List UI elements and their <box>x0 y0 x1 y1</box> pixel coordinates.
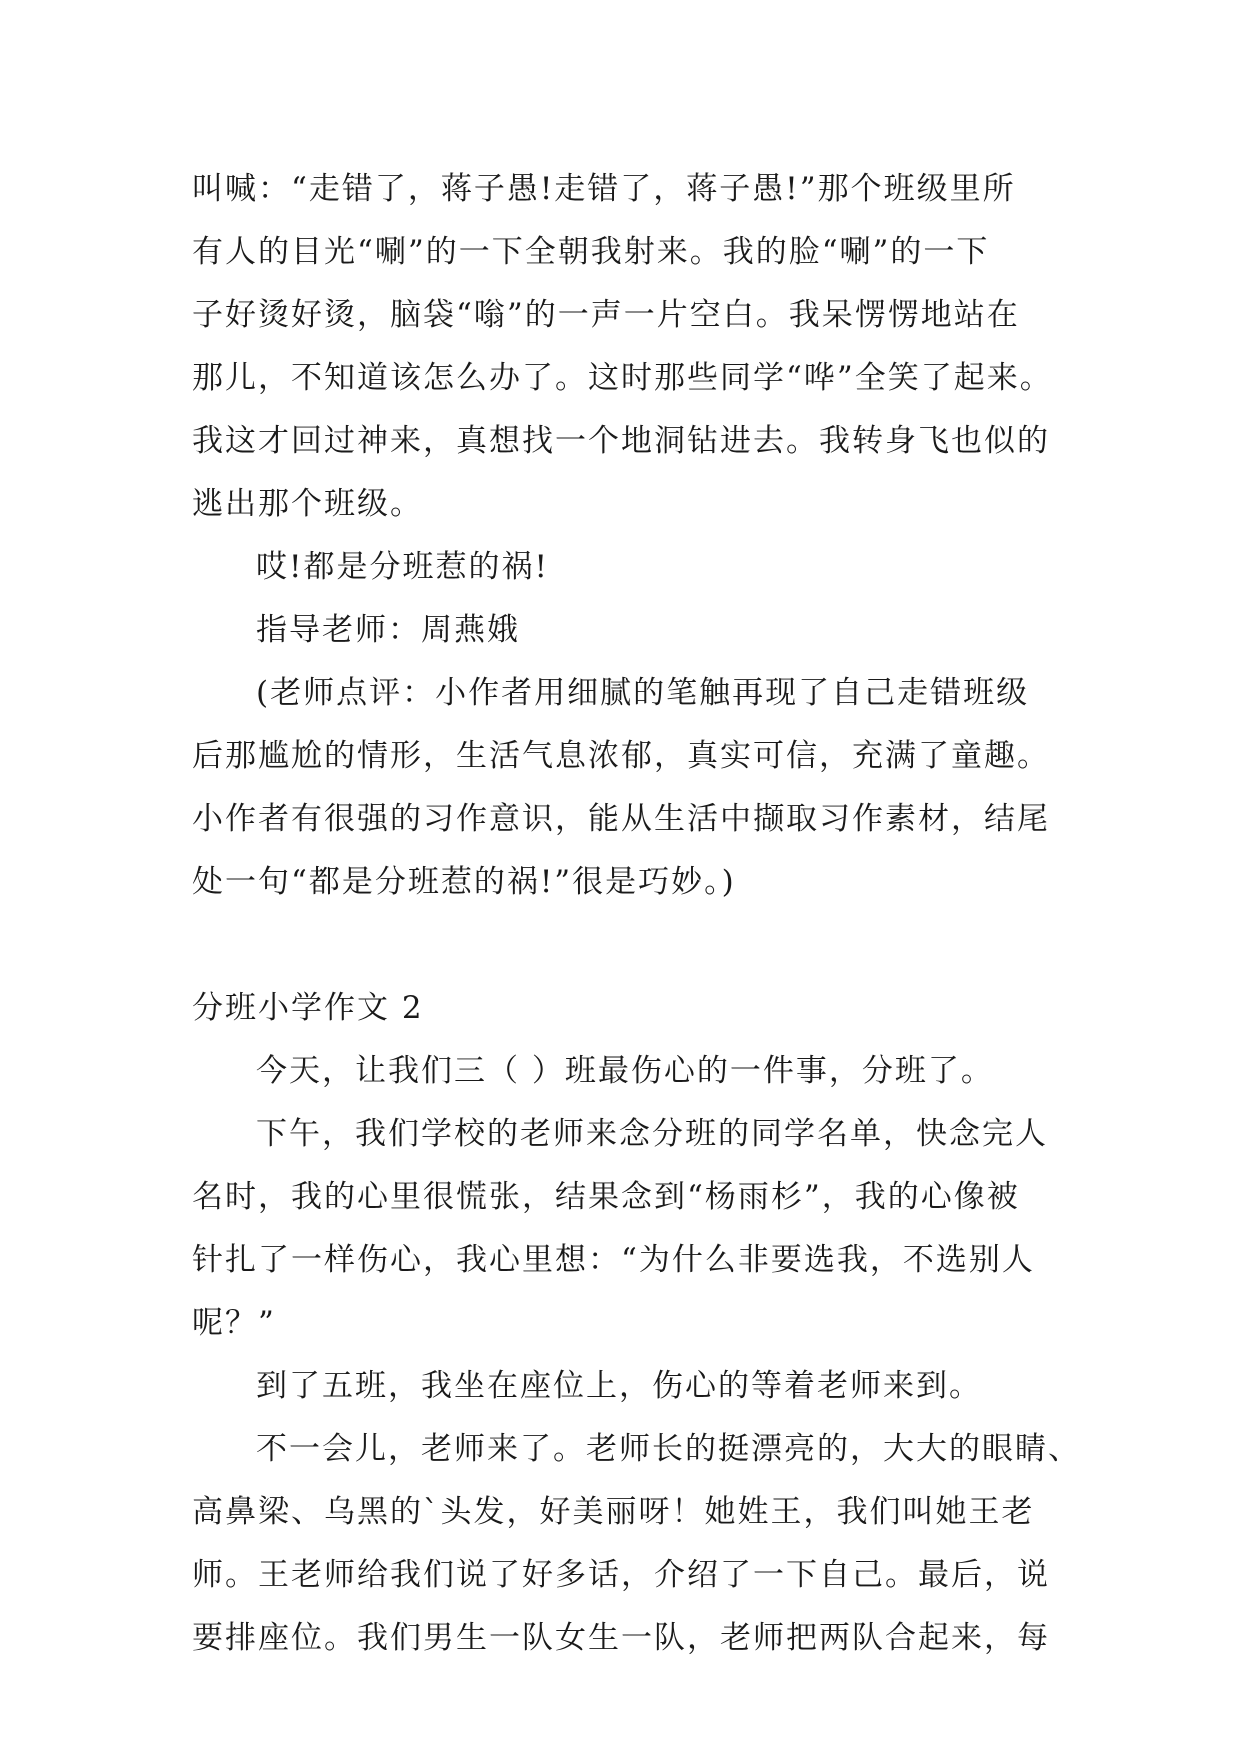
text-line: 高鼻梁、乌黑的`头发，好美丽呀！她姓王，我们叫她王老 <box>192 1494 1035 1530</box>
text-line: 后那尴尬的情形，生活气息浓郁，真实可信，充满了童趣。 <box>192 738 1050 774</box>
text-line: 师。王老师给我们说了好多话，介绍了一下自己。最后，说 <box>192 1557 1050 1593</box>
document-page <box>192 158 1081 1670</box>
text-line: 不一会儿，老师来了。老师长的挺漂亮的，大大的眼睛、 <box>256 1431 1081 1467</box>
teacher-comment <box>192 662 1062 914</box>
text-line: 叫喊：“走错了，蒋子愚!走错了，蒋子愚!”那个班级里所 <box>192 171 1016 207</box>
section-title: 分班小学作文 2 <box>192 990 424 1026</box>
paragraph: 哎!都是分班惹的祸! <box>256 549 549 585</box>
text-line: 那儿，不知道该怎么办了。这时那些同学“哗”全笑了起来。 <box>192 360 1053 396</box>
paragraph: 到了五班，我坐在座位上，伤心的等着老师来到。 <box>256 1368 982 1404</box>
section-spacer <box>192 914 1062 977</box>
paragraph <box>192 1103 1062 1355</box>
text-line: 小作者有很强的习作意识，能从生活中撷取习作素材，结尾 <box>192 801 1050 837</box>
text-line: 子好烫好烫，脑袋“嗡”的一声一片空白。我呆愣愣地站在 <box>192 297 1020 333</box>
text-line: 有人的目光“唰”的一下全朝我射来。我的脸“唰”的一下 <box>192 234 990 270</box>
paragraph: 今天，让我们三（ ）班最伤心的一件事，分班了。 <box>256 1053 994 1089</box>
text-line: 下午，我们学校的老师来念分班的同学名单，快念完人 <box>256 1116 1048 1152</box>
text-line: 针扎了一样伤心，我心里想：“为什么非要选我，不选别人 <box>192 1242 1035 1278</box>
instructor-line: 指导老师：周燕娥 <box>256 612 520 648</box>
text-line: 要排座位。我们男生一队女生一队，老师把两队合起来，每 <box>192 1620 1050 1656</box>
text-line: 我这才回过神来，真想找一个地洞钻进去。我转身飞也似的 <box>192 423 1050 459</box>
text-line: (老师点评：小作者用细腻的笔触再现了自己走错班级 <box>256 675 1030 711</box>
text-line: 处一句“都是分班惹的祸!”很是巧妙。) <box>192 864 736 900</box>
text-line: 逃出那个班级。 <box>192 486 423 522</box>
paragraph <box>192 158 1062 536</box>
paragraph <box>192 1418 1081 1670</box>
text-line: 呢？” <box>192 1305 276 1341</box>
text-line: 名时，我的心里很慌张，结果念到“杨雨杉”，我的心像被 <box>192 1179 1020 1215</box>
